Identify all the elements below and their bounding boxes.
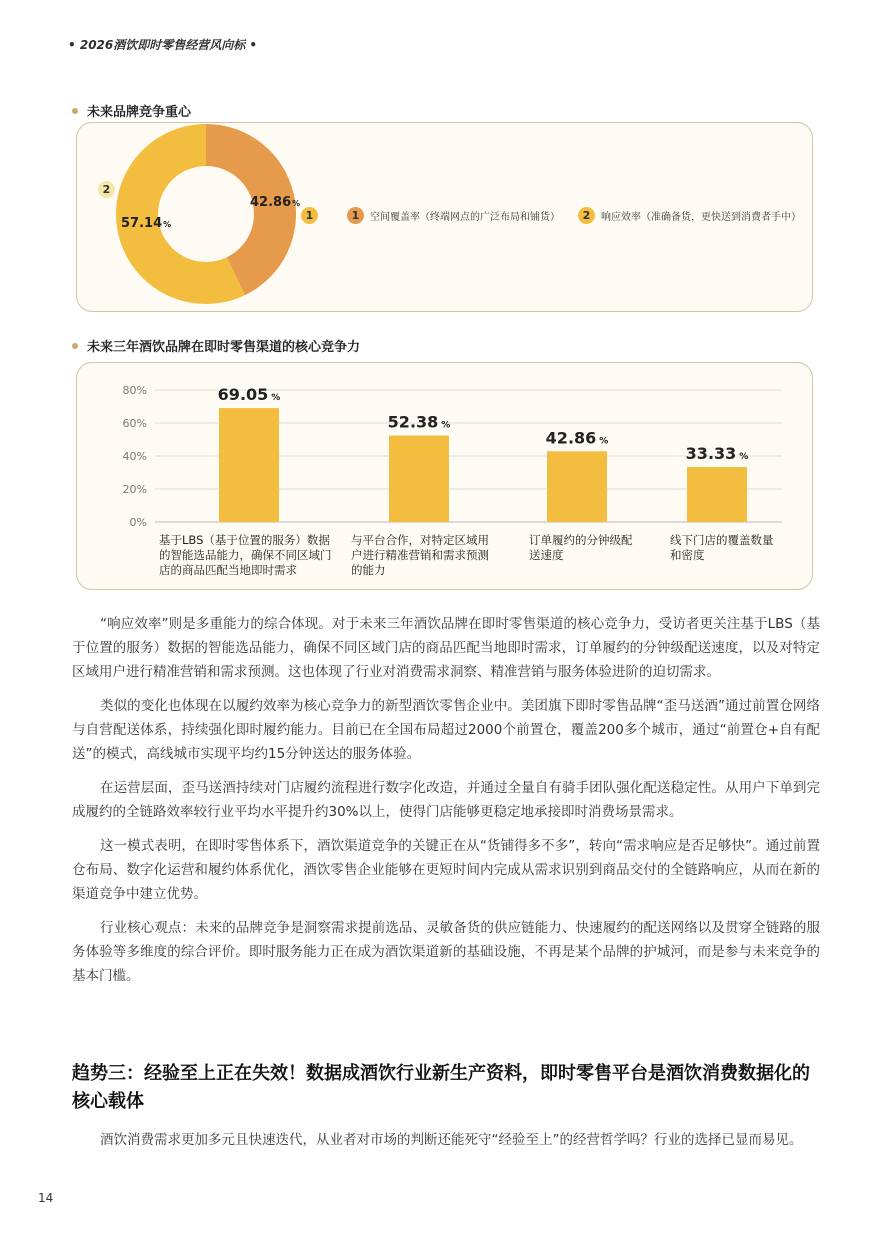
bullet-dot-icon [72, 343, 78, 349]
donut-chart-panel [76, 122, 813, 312]
legend-badge-2: 2 [578, 207, 595, 224]
legend-item-2 [578, 207, 801, 224]
paragraph: “响应效率”则是多重能力的综合体现。对于未来三年酒饮品牌在即时零售渠道的核心竞争力，受访者更关注基于LBS（基于位置的服务）数据的智能选品能力，确保不同区域门店的商品匹配当地即时需求，订单履约的分钟级配送速度，以及对特定区域用户进行精准营销和需求预测。这也体现了行业对消费需求洞察、精准营销与服务体验进阶的迫切需求。 [72, 616, 820, 680]
paragraph: 酒饮消费需求更加多元且快速迭代，从业者对市场的判断还能死守“经验至上”的经营哲学吗？行业的选择已显而易见。 [100, 1132, 803, 1148]
section-title-text: 未来品牌竞争重心 [87, 105, 192, 120]
slice-2-value-label: 57.14% [121, 216, 172, 231]
category-label-1: 基于LBS（基于位置的服务）数据的智能选品能力，确保不同区域门店的商品匹配当地即时需求 [159, 533, 332, 577]
paragraph: 这一模式表明，在即时零售体系下，酒饮渠道竞争的关键正在从“货铺得多不多”，转向“需求响应是否足够快”。通过前置仓布局、数字化运营和履约体系优化，酒饮零售企业能够在更短时间内完成从需求识别到商品交付的全链路响应，从而在新的渠道竞争中建立优势。 [72, 838, 820, 902]
slice-1-badge: 1 [301, 207, 318, 224]
closing-paragraph [72, 1128, 820, 1152]
bar-1 [219, 408, 279, 522]
slice-2-badge: 2 [98, 181, 115, 198]
paragraph: 行业核心观点：未来的品牌竞争是洞察需求提前选品、灵敏备货的供应链能力、快速履约的配送网络以及贯穿全链路的服务体验等多维度的综合评价。即时服务能力正在成为酒饮渠道新的基础设施，不再是某个品牌的护城河，而是参与未来竞争的基本门槛。 [72, 920, 820, 984]
legend-item-1 [347, 207, 560, 224]
y-tick-label: 20% [122, 483, 147, 496]
y-tick-label: 40% [122, 450, 147, 463]
y-tick-label: 0% [129, 516, 147, 529]
bullet-dot-icon [72, 108, 78, 114]
bar-3 [547, 451, 607, 522]
page-number: 14 [38, 1191, 54, 1205]
category-label-4: 线下门店的覆盖数量和密度 [670, 533, 774, 562]
paragraph: 在运营层面，歪马送酒持续对门店履约流程进行数字化改造，并通过全量自有骑手团队强化配送稳定性。从用户下单到完成履约的全链路效率较行业平均水平提升约30%以上，使得门店能够更稳定地承接即时消费场景需求。 [72, 780, 820, 820]
section-title-text: 未来三年酒饮品牌在即时零售渠道的核心竞争力 [87, 340, 361, 355]
article-body [72, 612, 820, 988]
bar-value-label-4: 33.33 % [685, 444, 749, 464]
bar-chart-panel [76, 362, 813, 590]
running-header: • 2026酒饮即时零售经营风向标 • [68, 38, 258, 52]
y-tick-label: 60% [122, 417, 147, 430]
section-title-brand-competition [72, 101, 191, 120]
slice-1-value-label: 42.86% [250, 195, 301, 210]
paragraph: 类似的变化也体现在以履约效率为核心竞争力的新型酒饮零售企业中。美团旗下即时零售品牌“歪马送酒”通过前置仓网络与自营配送体系，持续强化即时履约能力。目前已在全国布局超过2000个前置仓，覆盖200多个城市，通过“前置仓+自有配送”的模式，高线城市实现平均约15分钟送达的服务体验。 [72, 698, 820, 762]
bar-value-label-1: 69.05 % [217, 385, 281, 405]
bar-4 [687, 467, 747, 522]
legend-badge-1: 1 [347, 207, 364, 224]
legend-label-1: 空间覆盖率（终端网点的广泛布局和铺货） [370, 212, 560, 223]
bar-value-label-2: 52.38 % [387, 412, 451, 432]
category-label-3: 订单履约的分钟级配送速度 [529, 533, 633, 562]
trend-heading: 趋势三：经验至上正在失效！数据成酒饮行业新生产资料，即时零售平台是酒饮消费数据化的核心载体 [72, 1063, 810, 1112]
category-label-2: 与平台合作，对特定区域用户进行精准营销和需求预测的能力 [351, 533, 489, 577]
bar-2 [389, 436, 449, 522]
section-title-core-competence [72, 336, 360, 355]
bar-value-label-3: 42.86 % [545, 428, 609, 448]
legend-label-2: 响应效率（准确备货，更快送到消费者手中） [601, 212, 801, 223]
y-tick-label: 80% [122, 384, 147, 397]
